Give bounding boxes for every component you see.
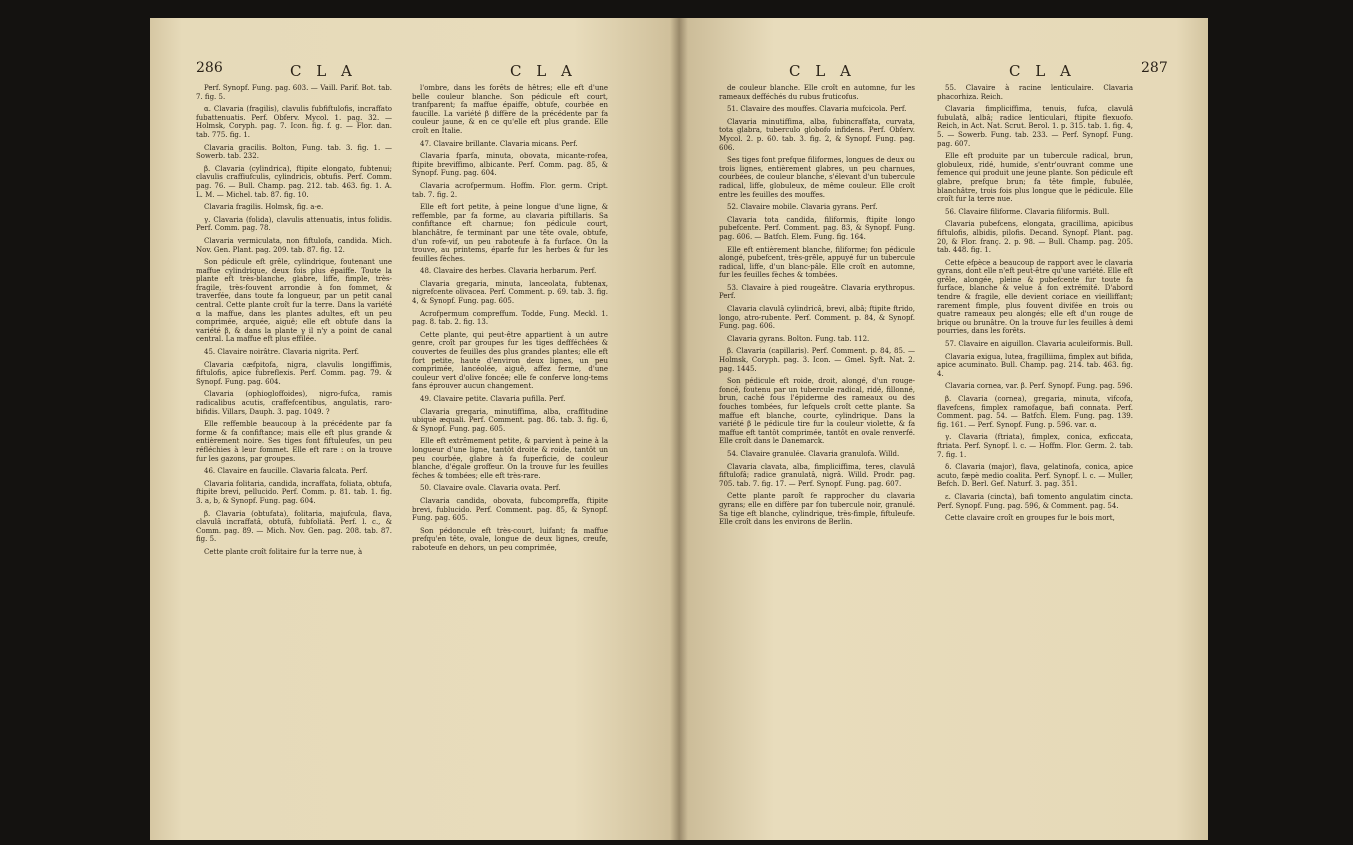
text-paragraph: Son pédicule eft grêle, cylindrique, foutenant une maffue cylindrique, deux fois plus épaiffe. Toute la plante eft très-blanche, glabre, liffe, fimple, très-fragile, très-fouvent arrondie à fon fommet, & traverfée, dans toute fa longueur, par un petit canal central. Cette plante croît fur la terre. Dans la variété α la maffue, dans les plantes adultes, eft un peu comprimée, arquée, aiguë; elle eft obtufe dans la variété β, & dans la plante γ il n'y a point de canal central. La maffue eft plus effilée. (196, 258, 392, 344)
text-paragraph: Clavaria cornea, var. β. Perf. Synopf. Fung. pag. 596. (945, 382, 1133, 391)
text-paragraph: Elle eft entièrement blanche, filiforme; fon pédicule alongé, pubefcent, très-grêle, appuyé fur un tubercule radical, liffe, d'un blanc-pâle. Elle croît en automne, fur les feuilles fèches & tombées. (719, 245, 915, 280)
text-paragraph: Clavaria clavulâ cylindricâ, brevi, albâ; ftipite ftrido, longo, atro-rubente. Perf. Comment. p. 84, & Synopf. Fung. pag. 606. (719, 305, 915, 331)
text-paragraph: Clavaria clavata, alba, fimpliciffima, teres, clavulâ fiftulofâ; radice granulatâ, nigrâ. Willd. Prodr. pag. 705. tab. 7. fig. 17. — Perf. Synopf. Fung. pag. 607. (719, 462, 915, 488)
text-paragraph: Clavaria candida, obovata, fubcompreffa, ftipite brevi, fublucido. Perf. Comment. pag. 85, & Synopf. Fung. pag. 605. (412, 496, 608, 523)
text-paragraph: Elle eft produite par un tubercule radical, brun, globuleux, ridé, humide, s'entr'ouvrant comme une femence qui produit une jeune plante. Son pédicule eft glabre, prefque brun; fa tête fimple, fubulée, blanchâtre, trois fois plus longue que le pédicule. Elle croît fur la terre nue. (937, 152, 1133, 204)
book-spread (150, 18, 1208, 840)
text-paragraph: Clavaria acrofpermum. Hoffm. Flor. germ. Cript. tab. 7. fig. 2. (412, 181, 608, 199)
text-paragraph: 49. Clavaire petite. Clavaria pufilla. Perf. (420, 395, 566, 403)
text-paragraph: Cette plante paroît fe rapprocher du clavaria gyrans; elle en diffère par fon tubercule noir, granulé. Sa tige eft blanche, cylindrique, très-fimple, fiftuleufe. Elle croît dans les environs de Berlin. (719, 492, 915, 527)
running-head-right-col2: C L A (1009, 62, 1076, 80)
right-page-column-1 (719, 84, 915, 531)
text-paragraph: Clavaria vermiculata, non fiftulofa, candida. Mich. Nov. Gen. Plant. pag. 209. tab. 87. fig. 12. (196, 236, 392, 254)
text-paragraph: Acrofpermum compreffum. Todde, Fung. Meckl. 1. pag. 8. tab. 2. fig. 13. (412, 309, 608, 327)
text-paragraph: δ. Clavaria (major), flava, gelatinofa, conica, apice acuto, fæpè medio coalita. Perf. Synopf. l. c. — Muller, Befch. D. Berl. Gef. Naturf. 3. pag. 351. (937, 463, 1133, 489)
text-paragraph: 45. Clavaire noirâtre. Clavaria nigrita. Perf. (204, 348, 360, 357)
text-paragraph: Cette plante, qui peut-être appartient à un autre genre, croît par groupes fur les tiges deffféchées & couvertes de feuilles des plus grandes plantes; elle eft fort petite, haute d'environ deux lignes, un peu comprimée, lancéolée, aiguë, affez ferme, d'une couleur vert d'olive foncée; elle fe conferve long-tems fans éprouver aucun changement. (412, 330, 608, 391)
text-paragraph: 48. Clavaire des herbes. Clavaria herbarum. Perf. (420, 267, 597, 276)
running-head-left-col2: C L A (510, 62, 577, 80)
text-paragraph: 46. Clavaire en faucille. Clavaria falcata. Perf. (204, 467, 368, 476)
text-paragraph: 47. Clavaire brillante. Clavaria micans. Perf. (420, 139, 578, 148)
text-paragraph: β. Clavaria (capillaris). Perf. Comment. p. 84, 85. — Holmsk, Coryph. pag. 3. Icon. — Gmel. Syft. Nat. 2. pag. 1445. (719, 347, 915, 373)
page-number-left: 286 (196, 60, 223, 76)
text-paragraph: Ses tiges font prefque filiformes, longues de deux ou trois lignes, entièrement glabres, un peu charnues, courbées, de couleur blanche, s'élevant d'un tubercule radical, liffe, globuleux, de même couleur. Elle croît entre les feuilles des mouffes. (719, 156, 915, 199)
text-paragraph: Clavaria pubefcens, elongata, gracillima, apicibus fiftulofis, albidis, pilofis. Decand. Synopf. Plant. pag. 20, & Flor. franç. 2. p. 98. — Bull. Champ. pag. 205. tab. 448. fig. 1. (937, 220, 1133, 255)
running-head-left-col1: C L A (290, 62, 357, 80)
text-paragraph: Clavaria tota candida, filiformis, ftipite longo pubefcente. Perf. Comment. pag. 83, & Synopf. Fung. pag. 606. — Batfch. Elem. Fung. fig. 164. (719, 215, 915, 241)
text-paragraph: Clavaria (ophiogloffoides), nigro-fufca, ramis radicalibus acutis, craffefcentibus, angulatis, raro-bifidis. Villars, Dauph. 3. pag. 1049. ? (196, 390, 392, 416)
text-paragraph: 52. Clavaire mobile. Clavaria gyrans. Perf. (727, 203, 878, 212)
page-number-right: 287 (1141, 60, 1168, 76)
text-paragraph: Son pédoncule eft très-court, luifant; fa maffue prefqu'en tête, ovale, longue de deux lignes, creufe, raboteufe en dehors, un peu comprimée, (412, 526, 608, 552)
text-paragraph: Elle eft fort petite, à peine longue d'une ligne, & reffemble, par fa forme, au clavaria piftillaris. Sa confiftance eft charnue; fon pédicule court, blanchâtre, fe terminant par une tête ovale, obtufe, d'un rofe-vif, un peu raboteufe à fa furface. On la trouve, au printems, éparfe fur les herbes & fur les feuilles fèches. (412, 203, 608, 263)
text-paragraph: Clavaria folitaria, candida, incraffata, foliata, obtufa, ftipite brevi, pellucido. Perf. Comm. p. 81. tab. 1. fig. 3. a, b, & Synopf. Fung. pag. 604. (196, 479, 392, 505)
text-paragraph: Clavaria gyrans. Bolton. Fung. tab. 112. (727, 334, 870, 343)
text-paragraph: γ. Clavaria (folida), clavulis attenuatis, intus folidis. Perf. Comm. pag. 78. (196, 215, 392, 233)
text-paragraph: 50. Clavaire ovale. Clavaria ovata. Perf. (420, 484, 561, 493)
book-gutter (670, 18, 688, 840)
left-page (150, 18, 679, 840)
left-page-column-1 (196, 84, 392, 561)
text-paragraph: 57. Clavaire en aiguillon. Clavaria aculeiformis. Bull. (945, 340, 1133, 349)
right-page-column-2 (937, 84, 1133, 527)
text-paragraph: Clavaria gregaria, minutiffima, alba, craffitudine ubiquè æquali. Perf. Comment. pag. 86. tab. 3. fig. 6, & Synopf. Fung. pag. 605. (412, 407, 608, 433)
text-paragraph: Clavaria fragilis. Holmsk, fig. a-e. (204, 203, 324, 212)
text-paragraph: Son pédicule eft roide, droit, alongé, d'un rouge-foncé, foutenu par un tubercule radical, ridé, fillonné, brun, caché fous l'épiderme des rameaux ou des fouches tombées, fur lefquels croît cette plante. Sa maffue eft blanche, courte, cylindrique. Dans la variété β le pédicule tire fur la couleur violette, & fa maffue eft tantôt comprimée, tantôt en ovale renverfé. Elle croît dans le Danemarck. (719, 377, 915, 446)
text-paragraph: Cette efpèce a beaucoup de rapport avec le clavaria gyrans, dont elle n'eft peut-être qu'une variété. Elle eft grêle, alongée, pleine & pubefcente fur toute fa furface, blanche & velue à fon extrémité. D'abord tendre & fragile, elle devient coriace en vieilliffant; rarement fimple, plus fouvent divifée en trois ou quatre rameaux peu alongés; elle eft d'un rouge de brique ou brunâtre. On la trouve fur les feuilles à demi pourries, dans les forêts. (937, 258, 1133, 336)
right-page (679, 18, 1208, 840)
text-paragraph: α. Clavaria (fragilis), clavulis fubfiftulofis, incraffato fubattenuatis. Perf. Obferv. Mycol. 1. pag. 32. — Holmsk, Coryph. pag. 7. Icon. fig. f. g. — Flor. dan. tab. 775. fig. 1. (196, 105, 392, 139)
text-paragraph: de couleur blanche. Elle croît en automne, fur les rameaux defféchés du rubus fruticofus. (719, 84, 915, 101)
text-paragraph: Clavaria fparfa, minuta, obovata, micante-rofea, ftipite breviffimo, albicante. Perf. Comm. pag. 85, & Synopf. Fung. pag. 604. (412, 152, 608, 178)
text-paragraph: Perf. Synopf. Fung. pag. 603. — Vaill. Parif. Bot. tab. 7. fig. 5. (196, 84, 392, 101)
text-paragraph: l'ombre, dans les forêts de hêtres; elle eft d'une belle couleur blanche. Son pédicule eft court, tranfparent; fa maffue épaiffe, obtufe, courbée en faucille. La variété β diffère de la précédente par fa couleur jaune, & en ce qu'elle eft plus grande. Elle croît en Italie. (412, 84, 608, 135)
running-head-right-col1: C L A (789, 62, 856, 80)
text-paragraph: Elle eft extrêmement petite, & parvient à peine à la longueur d'une ligne, tantôt droite & roide, tantôt un peu courbée, glabre à fa fuperficie, de couleur blanche, d'égale groffeur. On la trouve fur les feuilles fèches & tombées; elle eft très-rare. (412, 437, 608, 480)
text-paragraph: β. Clavaria (cornea), gregaria, minuta, vifcofa, flavefcens, fimplex ramofaque, bafi connata. Perf. Comment. pag. 54. — Batfch. Elem. Fung. pag. 139. fig. 161. — Perf. Synopf. Fung. p. 596. var. α. (937, 395, 1133, 429)
text-paragraph: ε. Clavaria (cincta), bafi tomento angulatim cincta. Perf. Synopf. Fung. pag. 596, & Comment. pag. 54. (937, 492, 1133, 510)
text-paragraph: Clavaria fimpliciffima, tenuis, fufca, clavulâ fubulatâ, albâ; radice lenticulari, ftipite flexuofo. Reich, in Act. Nat. Scrut. Berol. 1. p. 315. tab. 1. fig. 4, 5. — Sowerb. Fung. tab. 233. — Perf. Synopf. Fung. pag. 607. (937, 105, 1133, 148)
text-paragraph: 51. Clavaire des mouffes. Clavaria mufcicola. Perf. (727, 105, 907, 114)
text-paragraph: Clavaria minutiffima, alba, fubincraffata, curvata, tota glabra, tuberculo globofo infidens. Perf. Obferv. Mycol. 2. p. 60. tab. 3. fig. 2, & Synopf. Fung. pag. 606. (719, 117, 915, 152)
text-paragraph: 56. Clavaire filiforme. Clavaria filiformis. Bull. (945, 207, 1110, 216)
text-paragraph: γ. Clavaria (ftriata), fimplex, conica, exficcata, ftriata. Perf. Synopf. l. c. — Hoffm. Flor. Germ. 2. tab. 7. fig. 1. (937, 433, 1133, 459)
text-paragraph: Clavaria exigua, lutea, fragilliima, fimplex aut bifida, apice acuminato. Bull. Champ. pag. 214. tab. 463. fig. 4. (937, 352, 1133, 378)
left-page-column-2 (412, 84, 608, 557)
text-paragraph: Elle reffemble beaucoup à la précédente par fa forme & fa confiftance; mais elle eft plus grande & entièrement noire. Ses tiges font fiftuleufes, un peu réfléchies à leur fommet. Elle eft rare : on la trouve fur les gazons, par groupes. (196, 420, 392, 463)
text-paragraph: Cette clavaire croît en groupes fur le bois mort, (945, 514, 1115, 523)
text-paragraph: Clavaria gregaria, minuta, lanceolata, fubtenax, nigrefcente olivacea. Perf. Comment. p. 69. tab. 3. fig. 4, & Synopf. Fung. pag. 605. (412, 279, 608, 306)
text-paragraph: β. Clavaria (cylindrica), ftipite elongato, fubtenui; clavulis craffiufculis, cylindricis, obtufis. Perf. Comm. pag. 76. — Bull. Champ. pag. 212. tab. 463. fig. 1. A. L. M. — Michel. tab. 87. fig. 10. (196, 164, 392, 199)
text-paragraph: β. Clavaria (obtufata), folitaria, majufcula, flava, clavulâ incraffatâ, obtufâ, fubfoliatâ. Perf. l. c., & Comm. pag. 89. — Mich. Nov. Gen. pag. 208. tab. 87. fig. 5. (196, 509, 392, 544)
text-paragraph: Cette plante croît folitaire fur la terre nue, à (204, 547, 363, 556)
text-paragraph: 54. Clavaire granulée. Clavaria granulofa. Willd. (727, 449, 900, 458)
text-paragraph: 55. Clavaire à racine lenticulaire. Clavaria phacorhiza. Reich. (937, 84, 1133, 101)
text-paragraph: Clavaria cæfpitofa, nigra, clavulis longiffimis, fiftulofis, apice fubreflexis. Perf. Comm. pag. 79. & Synopf. Fung. pag. 604. (196, 360, 392, 386)
text-paragraph: Clavaria gracilis. Bolton, Fung. tab. 3. fig. 1. — Sowerb. tab. 232. (196, 143, 392, 161)
text-paragraph: 53. Clavaire à pied rougeâtre. Clavaria erythropus. Perf. (719, 283, 915, 301)
